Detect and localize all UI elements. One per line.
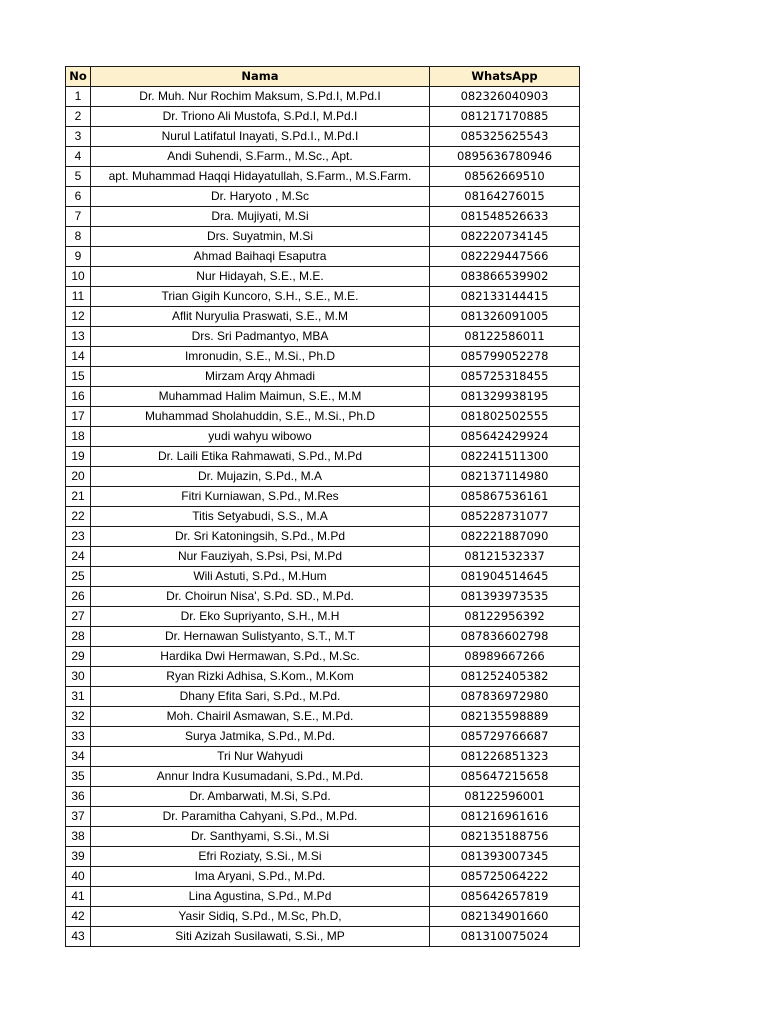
row-number: 9 [66, 247, 91, 267]
table-row [66, 247, 580, 267]
row-name: Trian Gigih Kuncoro, S.H., S.E., M.E. [91, 287, 430, 307]
row-whatsapp: 085729766687 [430, 727, 580, 747]
row-name: Imronudin, S.E., M.Si., Ph.D [91, 347, 430, 367]
row-whatsapp: 082326040903 [430, 87, 580, 107]
row-name: Titis Setyabudi, S.S., M.A [91, 507, 430, 527]
row-whatsapp: 085867536161 [430, 487, 580, 507]
table-row [66, 487, 580, 507]
row-name: Dhany Efita Sari, S.Pd., M.Pd. [91, 687, 430, 707]
row-name: Ima Aryani, S.Pd., M.Pd. [91, 867, 430, 887]
row-number: 5 [66, 167, 91, 187]
row-number: 33 [66, 727, 91, 747]
row-whatsapp: 087836602798 [430, 627, 580, 647]
row-whatsapp: 081548526633 [430, 207, 580, 227]
row-name: Efri Roziaty, S.Si., M.Si [91, 847, 430, 867]
table-row [66, 387, 580, 407]
row-name: Aflit Nuryulia Praswati, S.E., M.M [91, 307, 430, 327]
row-name: Muhammad Halim Maimun, S.E., M.M [91, 387, 430, 407]
table-row [66, 347, 580, 367]
row-number: 28 [66, 627, 91, 647]
row-name: Nur Fauziyah, S.Psi, Psi, M.Pd [91, 547, 430, 567]
row-number: 8 [66, 227, 91, 247]
row-name: Muhammad Sholahuddin, S.E., M.Si., Ph.D [91, 407, 430, 427]
row-whatsapp: 085228731077 [430, 507, 580, 527]
row-whatsapp: 085642657819 [430, 887, 580, 907]
row-name: Dra. Mujiyati, M.Si [91, 207, 430, 227]
header-whatsapp: WhatsApp [430, 67, 580, 87]
header-nama: Nama [91, 67, 430, 87]
row-name: Hardika Dwi Hermawan, S.Pd., M.Sc. [91, 647, 430, 667]
row-name: Tri Nur Wahyudi [91, 747, 430, 767]
row-whatsapp: 082220734145 [430, 227, 580, 247]
row-name: Lina Agustina, S.Pd., M.Pd [91, 887, 430, 907]
table-row [66, 527, 580, 547]
row-name: Moh. Chairil Asmawan, S.E., M.Pd. [91, 707, 430, 727]
row-name: Ahmad Baihaqi Esaputra [91, 247, 430, 267]
row-whatsapp: 082137114980 [430, 467, 580, 487]
row-name: Nurul Latifatul Inayati, S.Pd.I., M.Pd.I [91, 127, 430, 147]
row-number: 34 [66, 747, 91, 767]
table-row [66, 147, 580, 167]
row-name: Dr. Haryoto , M.Sc [91, 187, 430, 207]
row-name: Dr. Muh. Nur Rochim Maksum, S.Pd.I, M.Pd.I [91, 87, 430, 107]
table-row [66, 427, 580, 447]
table-row [66, 747, 580, 767]
row-number: 35 [66, 767, 91, 787]
row-number: 15 [66, 367, 91, 387]
table-row [66, 327, 580, 347]
row-number: 7 [66, 207, 91, 227]
row-whatsapp: 08121532337 [430, 547, 580, 567]
row-name: Fitri Kurniawan, S.Pd., M.Res [91, 487, 430, 507]
row-number: 26 [66, 587, 91, 607]
table-header [66, 67, 580, 87]
row-number: 24 [66, 547, 91, 567]
table-row [66, 687, 580, 707]
row-whatsapp: 081310075024 [430, 927, 580, 947]
row-number: 2 [66, 107, 91, 127]
table-row [66, 407, 580, 427]
table-row [66, 127, 580, 147]
table-row [66, 567, 580, 587]
row-number: 12 [66, 307, 91, 327]
row-whatsapp: 081216961616 [430, 807, 580, 827]
row-number: 17 [66, 407, 91, 427]
row-number: 43 [66, 927, 91, 947]
row-number: 39 [66, 847, 91, 867]
table-row [66, 167, 580, 187]
row-number: 19 [66, 447, 91, 467]
table-row [66, 707, 580, 727]
row-whatsapp: 081904514645 [430, 567, 580, 587]
row-number: 11 [66, 287, 91, 307]
table-row [66, 207, 580, 227]
row-whatsapp: 081329938195 [430, 387, 580, 407]
table-row [66, 827, 580, 847]
row-name: Wili Astuti, S.Pd., M.Hum [91, 567, 430, 587]
table-row [66, 927, 580, 947]
table-row [66, 667, 580, 687]
table-row [66, 867, 580, 887]
table-row [66, 267, 580, 287]
row-whatsapp: 08989667266 [430, 647, 580, 667]
table-row [66, 587, 580, 607]
row-whatsapp: 082135188756 [430, 827, 580, 847]
row-name: Surya Jatmika, S.Pd., M.Pd. [91, 727, 430, 747]
row-whatsapp: 085325625543 [430, 127, 580, 147]
row-whatsapp: 085642429924 [430, 427, 580, 447]
table-row [66, 847, 580, 867]
row-number: 30 [66, 667, 91, 687]
table-row [66, 607, 580, 627]
row-number: 42 [66, 907, 91, 927]
table-row [66, 467, 580, 487]
row-name: Ryan Rizki Adhisa, S.Kom., M.Kom [91, 667, 430, 687]
table-row [66, 187, 580, 207]
table-row [66, 807, 580, 827]
table-row [66, 907, 580, 927]
row-whatsapp: 08122586011 [430, 327, 580, 347]
row-number: 16 [66, 387, 91, 407]
row-number: 37 [66, 807, 91, 827]
table-row [66, 767, 580, 787]
table-row [66, 447, 580, 467]
row-number: 13 [66, 327, 91, 347]
row-whatsapp: 085725064222 [430, 867, 580, 887]
row-whatsapp: 08164276015 [430, 187, 580, 207]
row-whatsapp: 081252405382 [430, 667, 580, 687]
table-row [66, 307, 580, 327]
row-number: 41 [66, 887, 91, 907]
row-number: 4 [66, 147, 91, 167]
row-name: Drs. Suyatmin, M.Si [91, 227, 430, 247]
table-row [66, 287, 580, 307]
table-body [66, 87, 580, 947]
contact-table [65, 66, 580, 947]
row-whatsapp: 08562669510 [430, 167, 580, 187]
row-whatsapp: 082229447566 [430, 247, 580, 267]
row-whatsapp: 082134901660 [430, 907, 580, 927]
row-number: 36 [66, 787, 91, 807]
table-row [66, 507, 580, 527]
table-row [66, 787, 580, 807]
row-name: Yasir Sidiq, S.Pd., M.Sc, Ph.D, [91, 907, 430, 927]
row-name: Dr. Mujazin, S.Pd., M.A [91, 467, 430, 487]
row-name: Mirzam Arqy Ahmadi [91, 367, 430, 387]
row-number: 38 [66, 827, 91, 847]
row-number: 14 [66, 347, 91, 367]
row-name: Dr. Sri Katoningsih, S.Pd., M.Pd [91, 527, 430, 547]
row-whatsapp: 081217170885 [430, 107, 580, 127]
row-name: Dr. Santhyami, S.Si., M.Si [91, 827, 430, 847]
row-number: 32 [66, 707, 91, 727]
row-number: 40 [66, 867, 91, 887]
row-name: Nur Hidayah, S.E., M.E. [91, 267, 430, 287]
row-number: 27 [66, 607, 91, 627]
header-row [66, 67, 580, 87]
row-number: 1 [66, 87, 91, 107]
row-number: 20 [66, 467, 91, 487]
row-whatsapp: 082221887090 [430, 527, 580, 547]
row-whatsapp: 081393973535 [430, 587, 580, 607]
row-number: 22 [66, 507, 91, 527]
row-number: 29 [66, 647, 91, 667]
row-whatsapp: 08122596001 [430, 787, 580, 807]
row-number: 21 [66, 487, 91, 507]
row-whatsapp: 081802502555 [430, 407, 580, 427]
row-number: 31 [66, 687, 91, 707]
row-whatsapp: 081226851323 [430, 747, 580, 767]
row-name: Dr. Choirun Nisa', S.Pd. SD., M.Pd. [91, 587, 430, 607]
row-name: apt. Muhammad Haqqi Hidayatullah, S.Farm., M.S.Farm. [91, 167, 430, 187]
row-whatsapp: 08122956392 [430, 607, 580, 627]
row-whatsapp: 085647215658 [430, 767, 580, 787]
row-name: Dr. Triono Ali Mustofa, S.Pd.I, M.Pd.I [91, 107, 430, 127]
row-whatsapp: 081326091005 [430, 307, 580, 327]
row-whatsapp: 0895636780946 [430, 147, 580, 167]
row-whatsapp: 082135598889 [430, 707, 580, 727]
row-number: 10 [66, 267, 91, 287]
row-name: Dr. Laili Etika Rahmawati, S.Pd., M.Pd [91, 447, 430, 467]
row-whatsapp: 081393007345 [430, 847, 580, 867]
row-number: 6 [66, 187, 91, 207]
row-name: Dr. Eko Supriyanto, S.H., M.H [91, 607, 430, 627]
table-row [66, 647, 580, 667]
row-number: 25 [66, 567, 91, 587]
row-name: Dr. Paramitha Cahyani, S.Pd., M.Pd. [91, 807, 430, 827]
table-row [66, 887, 580, 907]
row-name: Siti Azizah Susilawati, S.Si., MP [91, 927, 430, 947]
table-row [66, 547, 580, 567]
table-row [66, 727, 580, 747]
row-whatsapp: 085725318455 [430, 367, 580, 387]
row-whatsapp: 083866539902 [430, 267, 580, 287]
row-name: Dr. Hernawan Sulistyanto, S.T., M.T [91, 627, 430, 647]
table-row [66, 227, 580, 247]
row-whatsapp: 082133144415 [430, 287, 580, 307]
row-name: yudi wahyu wibowo [91, 427, 430, 447]
row-name: Dr. Ambarwati, M.Si, S.Pd. [91, 787, 430, 807]
row-name: Andi Suhendi, S.Farm., M.Sc., Apt. [91, 147, 430, 167]
row-name: Annur Indra Kusumadani, S.Pd., M.Pd. [91, 767, 430, 787]
row-name: Drs. Sri Padmantyo, MBA [91, 327, 430, 347]
row-number: 3 [66, 127, 91, 147]
row-whatsapp: 082241511300 [430, 447, 580, 467]
row-whatsapp: 087836972980 [430, 687, 580, 707]
table-row [66, 367, 580, 387]
row-number: 23 [66, 527, 91, 547]
table-row [66, 87, 580, 107]
row-whatsapp: 085799052278 [430, 347, 580, 367]
row-number: 18 [66, 427, 91, 447]
header-no: No [66, 67, 91, 87]
table-row [66, 627, 580, 647]
table-row [66, 107, 580, 127]
